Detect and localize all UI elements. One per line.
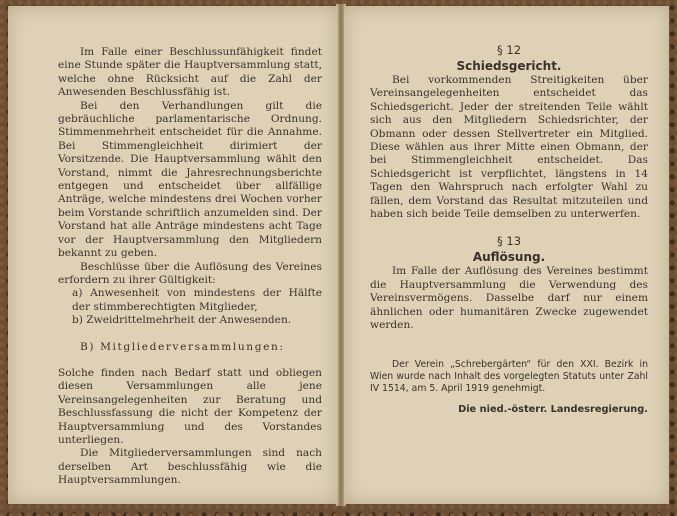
spacer [370, 221, 648, 234]
approval-notice: Der Verein „Schrebergärten“ für den XXI. Bezirk in Wien wurde nach Inhalt des vorgelegten Statuts unter Zahl IV 1514, am 5. April 1919 genehmigt. [370, 358, 648, 394]
right-page-content [370, 43, 648, 416]
section-12-title: Schiedsgericht. [456, 59, 562, 73]
section-12-number: § 12 [496, 43, 522, 57]
left-page-content [58, 46, 322, 488]
section-13-text: Im Falle der Auflösung des Vereines bestimmt die Hauptversammlung die Verwendung des Vereinsvermögens. Dasselbe darf nur einem ähnlichen oder humanitären Zwecke zugewendet werden. [370, 265, 648, 332]
left-page [8, 6, 338, 504]
paragraph-proceedings: Bei den Verhandlungen gilt die gebräuchliche parlamentarische Ordnung. Stimmenmehrheit entscheidet für die Annahme. Bei Stimmengleichheit dirimiert der Vorsitzende. Die Hauptversammlung wählt den Vorstand, nimmt die Jahresrechnungsberichte entgegen und entscheidet über allfällige Anträge, welche mindestens drei Wochen vorher beim Vorstande schriftlich anzumelden sind. Der Vorstand hat alle Anträge mindestens acht Tage vor der Hauptversammlung den Mitgliedern bekannt zu geben. [58, 99, 322, 260]
right-page [344, 6, 669, 504]
spacer [370, 346, 648, 359]
list-item-presence: a) Anwesenheit von mindestens der Hälfte der stimmberechtigten Mitglieder, [72, 287, 322, 313]
spacer [58, 328, 322, 341]
section-13-number: § 13 [496, 234, 522, 249]
spacer [370, 333, 648, 346]
paragraph-member-meetings: Solche finden nach Bedarf statt und obliegen diesen Versammlungen alle jene Vereinsangelegenheiten zur Beratung und Beschlussfassung die nicht der Kompetenz der Hauptversammlung und des Vorstandes unterliegen. [58, 366, 322, 446]
spacer [58, 354, 322, 367]
paragraph-dissolution-requirements: Beschlüsse über die Auflösung des Vereines erfordern zu ihrer Gültigkeit: [58, 260, 322, 286]
section-13-title: Auflösung. [472, 250, 546, 265]
authority-signature: Die nied.-österr. Landesregierung. [458, 403, 648, 415]
list-item-majority: b) Zweidrittelmehrheit der Anwesenden. [72, 314, 292, 327]
paragraph-member-quorum: Die Mitgliederversammlungen sind nach derselben Art beschlussfähig wie die Hauptversammlungen. [58, 447, 322, 487]
section-12-text: Bei vorkommenden Streitigkeiten über Vereinsangelegenheiten entscheidet das Schiedsgericht. Jeder der streitenden Teile wählt sich aus den Mitgliedern Schiedsrichter, der Obmann oder dessen Stellvertreter ein Mitglied. Diese wählen aus ihrer Mitte einen Obmann, der bei Stimmengleichheit entscheidet. Das Schiedsgericht ist verpflichtet, längstens in 14 Tagen den Wahrspruch nach erfolgter Wahl zu fällen, dem Vorstand das Resultat mitzuteilen und haben sich beide Teile demselben zu unterwerfen. [370, 74, 648, 221]
paragraph-quorum: Im Falle einer Beschlussunfähigkeit findet eine Stunde später die Hauptversammlung statt, welche ohne Rücksicht auf die Zahl der Anwesenden Beschlussfähig ist. [58, 46, 322, 99]
subsection-heading: B) Mitgliederversammlungen: [80, 340, 285, 353]
